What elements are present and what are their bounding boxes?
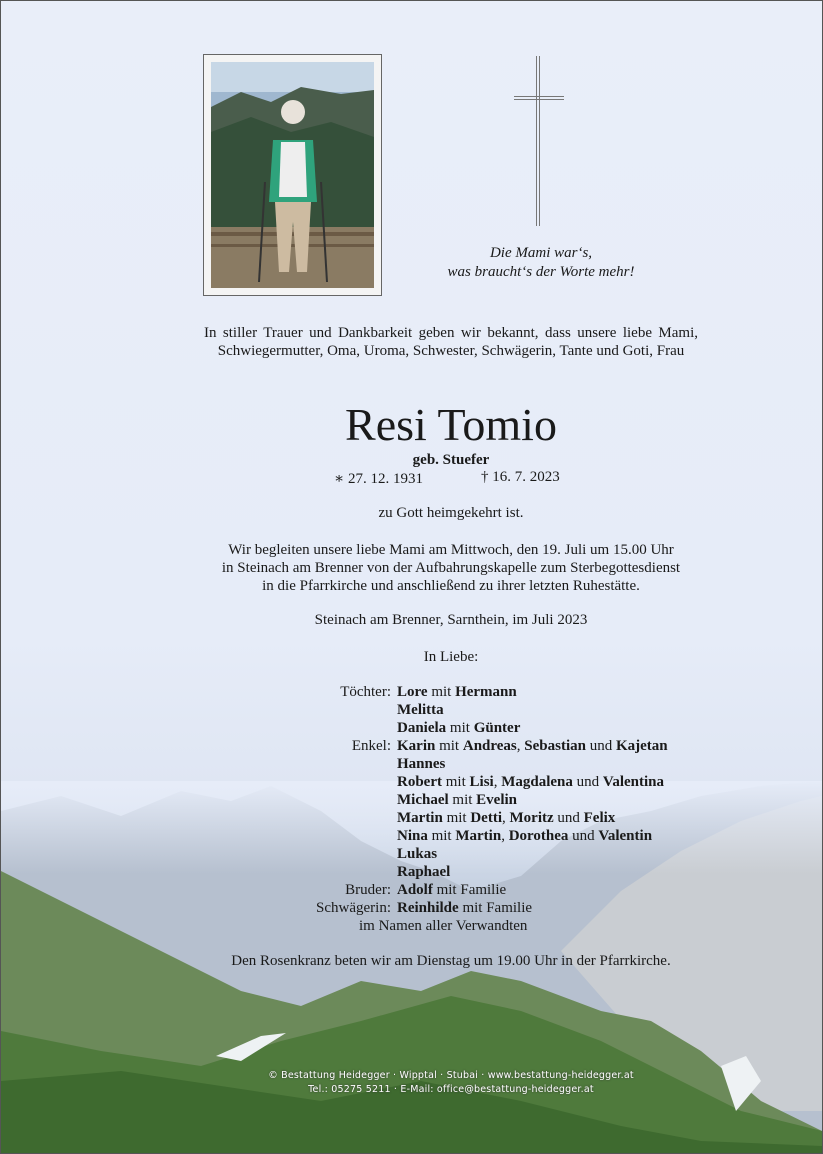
cross-icon (536, 56, 540, 226)
family-list (251, 683, 751, 935)
family-row (251, 755, 751, 773)
relation-label: Bruder: (345, 882, 391, 898)
family-member: Karin mit Andreas, Sebastian und Kajetan (397, 738, 668, 754)
family-row (251, 737, 751, 755)
family-member: Reinhilde mit Familie (397, 900, 533, 916)
family-row (251, 881, 751, 899)
family-member: Hannes (397, 756, 446, 772)
funeral-details (151, 541, 751, 595)
funeral-line-1: Wir begleiten unsere liebe Mami am Mittwoch, den 19. Juli um 15.00 Uhr (228, 542, 674, 558)
portrait-image (211, 62, 374, 288)
family-member: Adolf mit Familie (397, 882, 507, 898)
family-row (251, 701, 751, 719)
family-row (251, 899, 751, 917)
birth-date: ∗ 27. 12. 1931 (334, 471, 423, 487)
footer-line-2: Tel.: 05275 5211 · E-Mail: office@bestattung-heidegger.at (308, 1084, 594, 1095)
maiden-name: geb. Stuefer (412, 452, 490, 468)
family-member: Melitta (397, 702, 444, 718)
relation-label: Enkel: (351, 738, 391, 754)
family-row (251, 863, 751, 881)
footer-line-1: © Bestattung Heidegger · Wipptal · Stubai · www.bestattung-heidegger.at (268, 1070, 634, 1081)
deceased-name: Resi Tomio (345, 399, 557, 450)
in-love-line: In Liebe: (423, 649, 479, 665)
announcement-intro: In stiller Trauer und Dankbarkeit geben wir bekannt, dass unsere liebe Mami, Schwiegermutter, Oma, Uroma, Schwester, Schwägerin, Tante und Goti, Frau (204, 325, 698, 359)
family-row (251, 827, 751, 845)
family-member: Raphael (397, 864, 451, 880)
funeral-line-3: in die Pfarrkirche und anschließend zu ihrer letzten Ruhestätte. (262, 578, 640, 594)
place-date: Steinach am Brenner, Sarnthein, im Juli 2023 (314, 612, 588, 628)
family-member: Michael mit Evelin (397, 792, 518, 808)
rosary-line: Den Rosenkranz beten wir am Dienstag um 19.00 Uhr in der Pfarrkirche. (231, 953, 671, 969)
family-row (251, 683, 751, 701)
family-member: Daniela mit Günter (397, 720, 521, 736)
family-row (251, 791, 751, 809)
funeral-line-2: in Steinach am Brenner von der Aufbahrungskapelle zum Sterbegottesdienst (221, 560, 681, 576)
family-row (251, 719, 751, 737)
family-member: Nina mit Martin, Dorothea und Valentin (397, 828, 653, 844)
family-member: Lukas (397, 846, 438, 862)
relatives-line: im Namen aller Verwandten (359, 918, 528, 934)
family-row (251, 773, 751, 791)
portrait-photo (203, 54, 382, 296)
quote-line-1: Die Mami war‘s, (489, 245, 593, 261)
relation-label: Schwägerin: (316, 900, 391, 916)
family-row (251, 845, 751, 863)
memorial-quote (401, 244, 681, 282)
relation-label: Töchter: (340, 684, 391, 700)
passed-line: zu Gott heimgekehrt ist. (378, 505, 524, 521)
family-member: Martin mit Detti, Moritz und Felix (397, 810, 616, 826)
family-member: Lore mit Hermann (397, 684, 517, 700)
family-member: Robert mit Lisi, Magdalena und Valentina (397, 774, 665, 790)
death-date: † 16. 7. 2023 (481, 469, 560, 485)
cross-icon-bar (514, 96, 564, 100)
family-row (251, 809, 751, 827)
quote-line-2: was braucht‘s der Worte mehr! (447, 264, 635, 280)
